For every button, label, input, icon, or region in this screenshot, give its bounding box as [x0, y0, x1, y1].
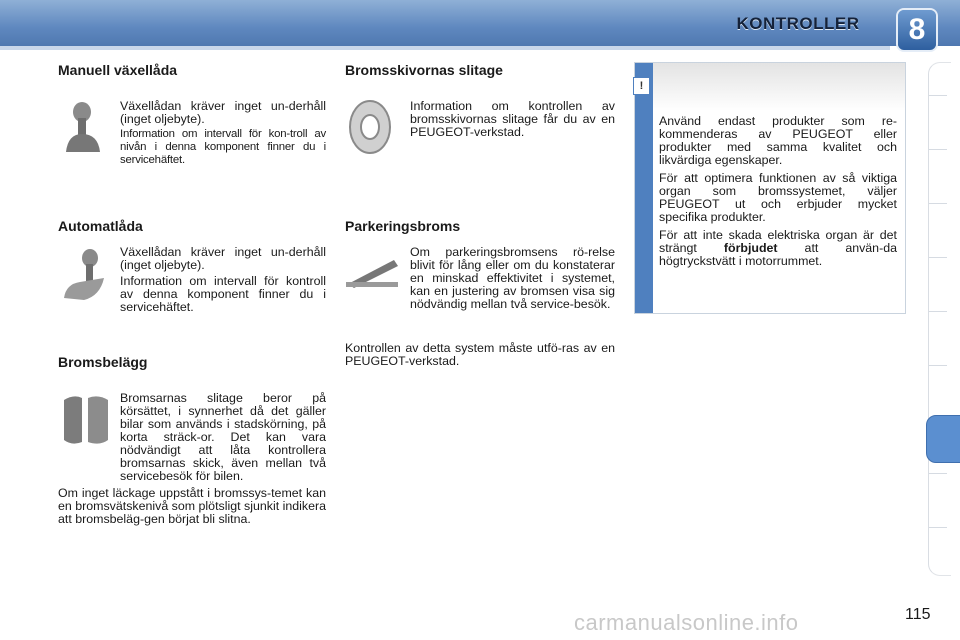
manual-gearbox-text-2: Information om intervall för kon-troll av nivån i denna komponent finner du i servicehäftet.	[120, 128, 326, 166]
gear-stick-icon	[60, 100, 106, 158]
chapter-tabs	[928, 62, 951, 576]
tab-divider	[929, 257, 947, 258]
tab-divider	[929, 365, 947, 366]
warning-paragraph-3	[659, 229, 897, 268]
automatic-gearbox-heading: Automatlåda	[58, 218, 143, 234]
warning-box	[634, 62, 906, 314]
tab-divider	[929, 95, 947, 96]
brake-pads-icon	[60, 392, 112, 448]
warning-forbidden-word: förbjudet	[723, 241, 778, 255]
warning-header-shade	[653, 63, 905, 111]
parking-brake-text-2: Kontrollen av detta system måste utfö-ras av en PEUGEOT-verkstad.	[345, 341, 615, 368]
chapter-title: KONTROLLER	[736, 14, 860, 33]
warning-paragraph-3-start: För att inte skada elektriska organ är det strängt	[659, 228, 897, 255]
tab-divider	[929, 527, 947, 528]
manual-gearbox-heading: Manuell växellåda	[58, 62, 178, 78]
brake-pads-text-2: Om inget läckage uppstått i bromssys-temet kan en bromsvätskenivå som plötsligt sjunkit indikera att bromsbeläg-gen börjat bli slitna.	[58, 486, 326, 526]
parking-brake-lever-icon	[346, 254, 400, 290]
brake-pads-text-1: Bromsarnas slitage beror på körsättet, i synnerhet då det gäller bilar som används i stadskörning, på korta sträck-or. Det kan vara nödvändigt att låta kontrollera bromsarnas skick, även mellan två servicebesök för bilen.	[120, 391, 326, 483]
warning-paragraph-3-end: att använ-da högtryckstvätt i motorrummet.	[659, 241, 897, 268]
automatic-selector-icon	[60, 248, 108, 304]
chapter-number-badge: 8	[898, 10, 936, 50]
tab-divider	[929, 473, 947, 474]
brake-discs-heading: Bromsskivornas slitage	[345, 62, 503, 78]
warning-text	[659, 115, 897, 273]
brake-disc-icon	[346, 98, 394, 156]
automatic-gearbox-text-1: Växellådan kräver inget un-derhåll (inget oljebyte).	[120, 245, 326, 272]
tab-divider	[929, 203, 947, 204]
warning-bar	[635, 63, 653, 313]
automatic-gearbox-text-2: Information om intervall för kontroll av denna komponent finner du i servicehäftet.	[120, 274, 326, 314]
brake-pads-heading: Bromsbelägg	[58, 354, 148, 370]
warning-exclamation-icon: !	[633, 77, 650, 95]
brake-discs-text: Information om kontrollen av bromsskivornas slitage får du av en PEUGEOT-verkstad.	[410, 99, 615, 139]
parking-brake-text-1: Om parkeringsbromsens rö-relse blivit för lång eller om du konstaterar en minskad effektivitet i systemet, kan en justering av bromsen visa sig nödvändig mellan två service-besök.	[410, 245, 615, 311]
tab-divider	[929, 311, 947, 312]
warning-paragraph-2: För att optimera funktionen av så viktiga organ som bromssystemet, väljer PEUGEOT ut och erbjuder mycket specifika produkter.	[659, 171, 897, 224]
manual-gearbox-text-1: Växellådan kräver inget un-derhåll (inget oljebyte).	[120, 99, 326, 126]
tab-divider	[929, 149, 947, 150]
watermark: carmanualsonline.info	[574, 610, 799, 635]
parking-brake-heading: Parkeringsbroms	[345, 218, 461, 234]
page-number: 115	[905, 606, 931, 623]
header-divider	[0, 46, 890, 50]
warning-paragraph-1: Använd endast produkter som re-kommenderas av PEUGEOT eller produkter med samma kvalitet och likvärdiga egenskaper.	[659, 114, 897, 167]
active-chapter-tab[interactable]	[926, 415, 960, 463]
